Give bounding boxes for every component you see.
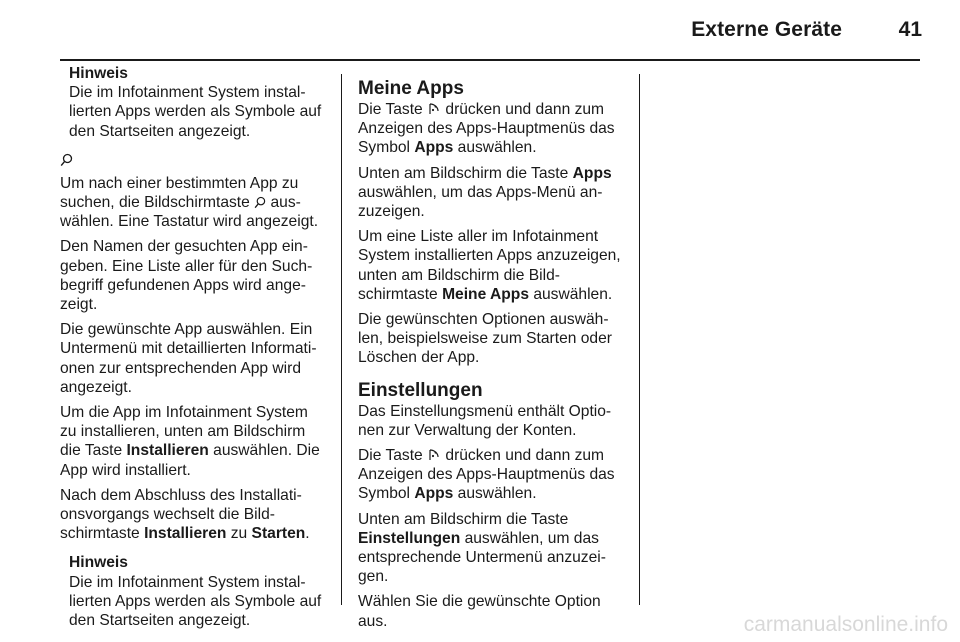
header-divider xyxy=(60,59,920,61)
paragraph-text: auswählen. Die App wird installiert. xyxy=(60,442,320,479)
paragraph-text: Um die App im Infotainment System zu installieren, unten am Bildschirm die Taste xyxy=(60,404,308,460)
note-box xyxy=(60,553,328,630)
note-box xyxy=(60,64,328,141)
paragraph-select-app: Die gewünschte App auswählen. Ein Untermenü mit detaillierten Informationen zur entsprechenden App wird angezeigt. xyxy=(60,321,317,396)
paragraph-text: zu xyxy=(226,525,252,543)
paragraph-text: Die Taste xyxy=(358,447,428,465)
key-label-installieren: Installieren xyxy=(126,442,209,460)
note-title: Hinweis xyxy=(69,554,128,572)
paragraph-text: drücken und dann zum Anzeigen des Apps-Hauptmenüs das Symbol xyxy=(358,101,615,157)
key-label-einstellungen: Einstellungen xyxy=(358,529,461,547)
paragraph-text: Um eine Liste aller im Infotainment System installierten Apps anzuzeigen, unten am Bildschirm die Bildschirmtaste xyxy=(358,228,621,303)
paragraph-settings-submenu xyxy=(358,510,626,587)
middle-column xyxy=(358,64,626,637)
paragraph-text: drücken und dann zum Anzeigen des Apps-Hauptmenüs das Symbol xyxy=(358,447,615,503)
search-icon xyxy=(60,151,73,170)
paragraph-choose-option: Wählen Sie die gewünschte Option aus. xyxy=(358,593,601,630)
note-title: Hinweis xyxy=(69,65,128,82)
key-label-installieren: Installieren xyxy=(144,525,227,543)
paragraph-text: . xyxy=(305,525,310,543)
paragraph-text: auswählen. xyxy=(529,285,613,303)
page-header-title: Externe Geräte xyxy=(691,18,842,41)
column-divider-right xyxy=(639,74,640,605)
paragraph-apps-main xyxy=(358,100,626,158)
key-label-apps: Apps xyxy=(572,164,612,182)
paragraph-search xyxy=(60,174,328,232)
note-text: Die im Infotainment System installierten Apps werden als Symbole auf den Startseiten angezeigt. xyxy=(69,573,322,630)
paragraph-text: auswählen. Eine Tastatur wird angezeigt. xyxy=(60,194,319,231)
paragraph-text: Die Taste xyxy=(358,101,428,118)
key-label-starten: Starten xyxy=(251,525,306,543)
paragraph-text: auswählen. xyxy=(453,139,537,157)
key-label-apps: Apps xyxy=(414,139,454,157)
search-icon xyxy=(254,193,266,212)
search-symbol-line xyxy=(60,151,328,170)
paragraph-text: auswählen, um das Apps-Menü anzuzeigen. xyxy=(358,183,603,221)
paragraph-text: auswählen. xyxy=(453,485,537,503)
paragraph-text: Nach dem Abschluss des Installationsvorgangs wechselt die Bildschirmtaste xyxy=(60,486,302,543)
heading-einstellungen: Einstellungen xyxy=(358,379,483,401)
paragraph-settings-menu: Das Einstellungsmenü enthält Optionen zur Verwaltung der Konten. xyxy=(358,402,612,439)
page-number: 41 xyxy=(898,18,922,41)
column-divider-left xyxy=(341,74,342,605)
paragraph-list-apps xyxy=(358,227,626,304)
paragraph-settings-key xyxy=(358,446,626,504)
paragraph-text: Um nach einer bestimmten App zu suchen, die Bildschirmtaste xyxy=(60,174,299,212)
key-label-meine-apps: Meine Apps xyxy=(442,285,529,303)
note-text: Die im Infotainment System installierten Apps werden als Symbole auf den Startseiten angezeigt. xyxy=(69,84,322,140)
paragraph-text: Unten am Bildschirm die Taste xyxy=(358,510,569,528)
paragraph-after-install xyxy=(60,486,328,544)
apps-key-icon xyxy=(427,100,441,119)
left-column xyxy=(60,64,328,640)
paragraph-install xyxy=(60,403,328,480)
paragraph-apps-menu xyxy=(358,164,626,222)
paragraph-text: auswählen, um das entsprechende Untermenü anzuzeigen. xyxy=(358,529,606,586)
heading-meine-apps: Meine Apps xyxy=(358,78,464,99)
watermark: carmanualsonline.info xyxy=(743,613,948,636)
paragraph-enter-name: Den Namen der gesuchten App eingeben. Eine Liste aller für den Suchbegriff gefundenen Apps wird angezeigt. xyxy=(60,238,313,314)
apps-key-icon xyxy=(427,446,441,465)
paragraph-text: Unten am Bildschirm die Taste xyxy=(358,164,573,182)
paragraph-options: Die gewünschten Optionen auswählen, beispielsweise zum Starten oder Löschen der App. xyxy=(358,311,612,367)
key-label-apps: Apps xyxy=(414,485,454,503)
